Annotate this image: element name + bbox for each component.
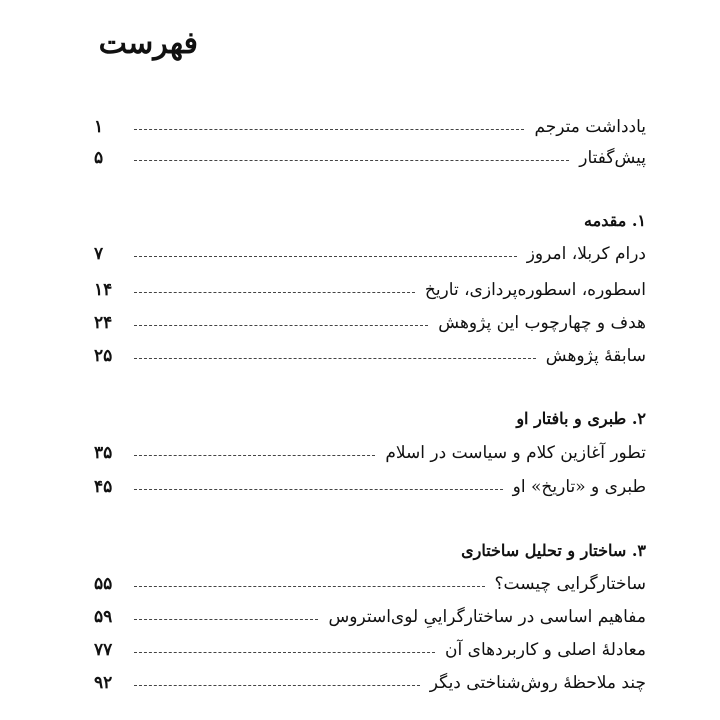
dot-leader — [134, 325, 428, 326]
toc-entry-label: مفاهیم اساسی در ساختارگراییِ لوی‌استروس — [328, 607, 646, 627]
toc-entry-label: هدف و چهارچوب این پژوهش — [438, 313, 646, 333]
chapter-heading[interactable]: ۱. مقدمه — [584, 211, 646, 230]
toc-entry[interactable] — [94, 241, 646, 267]
toc-entry-page: ۵۹ — [94, 607, 113, 627]
toc-entry-page: ۲۵ — [94, 346, 113, 366]
toc-entry[interactable] — [94, 670, 646, 696]
dot-leader — [134, 358, 536, 359]
toc-entry-label: چند ملاحظهٔ روش‌شناختی دیگر — [429, 673, 646, 693]
dot-leader — [134, 586, 485, 587]
toc-entry-label: سابقهٔ پژوهش — [545, 346, 646, 366]
dot-leader — [134, 292, 415, 293]
toc-entry[interactable] — [94, 114, 646, 140]
toc-entry-page: ۱ — [94, 117, 104, 137]
toc-entry[interactable] — [94, 343, 646, 369]
toc-entry-page: ۱۴ — [94, 280, 113, 300]
toc-entry-label: یادداشت مترجم — [534, 117, 646, 137]
toc-entry-label: تطور آغازین کلام و سیاست در اسلام — [385, 443, 646, 463]
toc-entry-label: ساختارگرایی چیست؟ — [494, 574, 646, 594]
dot-leader — [134, 685, 420, 686]
dot-leader — [134, 256, 517, 257]
toc-entry-label: پیش‌گفتار — [579, 148, 646, 168]
toc-entry-page: ۴۵ — [94, 477, 113, 497]
toc-entry-page: ۳۵ — [94, 443, 113, 463]
dot-leader — [134, 619, 318, 620]
toc-entry-label: طبری و «تاریخ» او — [512, 477, 646, 497]
toc-entry-page: ۹۲ — [94, 673, 113, 693]
toc-entry[interactable] — [94, 604, 646, 630]
toc-entry-page: ۲۴ — [94, 313, 113, 333]
dot-leader — [134, 652, 435, 653]
chapter-heading[interactable]: ۳. ساختار و تحلیل ساختاری — [461, 541, 646, 560]
toc-entry-page: ۵ — [94, 148, 104, 168]
page-title: فهرست — [98, 26, 198, 61]
dot-leader — [134, 455, 375, 456]
toc-entry-page: ۵۵ — [94, 574, 113, 594]
toc-entry-page: ۷ — [94, 244, 104, 264]
toc-entry-label: اسطوره، اسطوره‌پردازی، تاریخ — [424, 280, 646, 300]
chapter-heading[interactable]: ۲. طبری و بافتار او — [516, 409, 646, 428]
toc-entry[interactable] — [94, 571, 646, 597]
toc-entry[interactable] — [94, 277, 646, 303]
toc-entry-label: درام کربلا، امروز — [526, 244, 646, 264]
toc-entry[interactable] — [94, 637, 646, 663]
toc-entry[interactable] — [94, 310, 646, 336]
dot-leader — [134, 160, 569, 161]
toc-entry[interactable] — [94, 474, 646, 500]
toc-entry-page: ۷۷ — [94, 640, 113, 660]
dot-leader — [134, 129, 524, 130]
toc-entry-label: معادلهٔ اصلی و کاربردهای آن — [445, 640, 646, 660]
toc-entry[interactable] — [94, 440, 646, 466]
dot-leader — [134, 489, 503, 490]
toc-entry[interactable] — [94, 145, 646, 171]
